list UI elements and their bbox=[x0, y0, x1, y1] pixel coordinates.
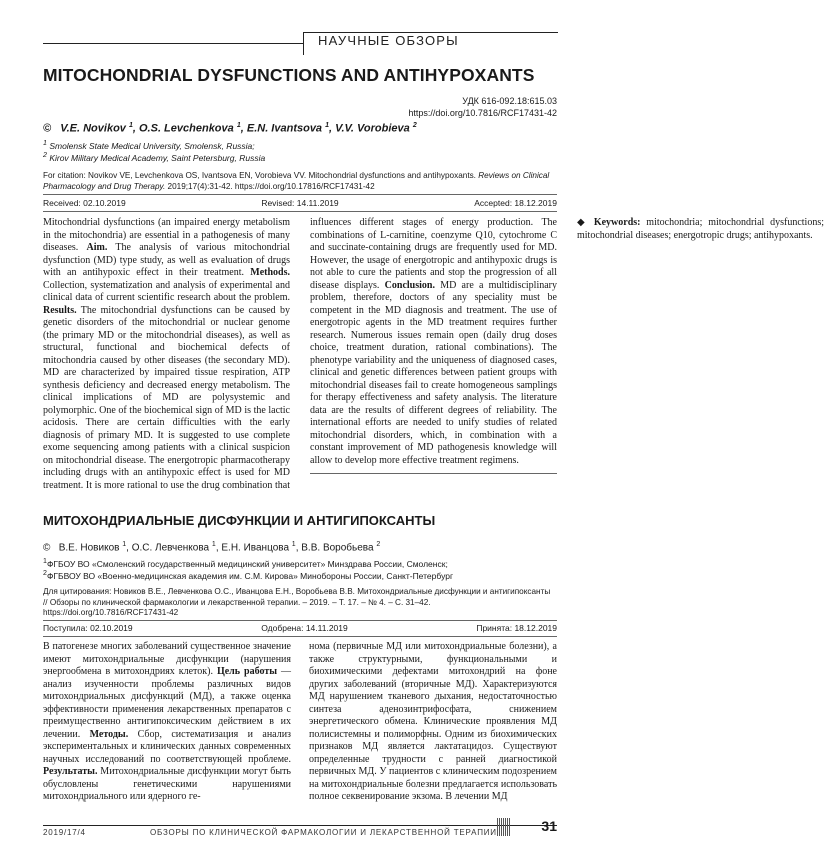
keywords-divider bbox=[310, 473, 557, 474]
aff-sup: 1 bbox=[43, 139, 47, 147]
aim-label: Aim. bbox=[86, 242, 108, 253]
author-ru: В.В. Воробьева bbox=[301, 542, 374, 554]
results-text: Митохондриальные дисфункции могут быть обусловлены генетическими нарушениями митохондриального или ядерного ге- bbox=[43, 766, 291, 802]
authors-en: © V.E. Novikov $^1$, O.S. Levchenkova $^1$, E.N. Ivantsova $^1$, V.V. Vorobieva $^2$ bbox=[43, 122, 417, 135]
results-label: Results. bbox=[43, 304, 77, 316]
diamond-icon: ◆ bbox=[577, 217, 588, 228]
keywords-label: Keywords: bbox=[593, 217, 641, 228]
dates-ru bbox=[43, 623, 557, 633]
authors-ru: © В.Е. Новиков $^1$, О.С. Левченкова $^1$, Е.Н. Иванцова $^1$, В.В. Воробьева $^2$ bbox=[43, 541, 381, 554]
citation-en bbox=[43, 171, 557, 192]
aff-text: ФГБВОУ ВО «Военно-медицинская академия им. С.М. Кирова» Минобороны России, Санкт-Петербург bbox=[46, 570, 454, 581]
abstract-ru-col1 bbox=[43, 641, 291, 821]
footer-journal: ОБЗОРЫ ПО КЛИНИЧЕСКОЙ ФАРМАКОЛОГИИ И ЛЕКАРСТВЕННОЙ ТЕРАПИИ bbox=[150, 828, 497, 837]
author-ru: В.Е. Новиков bbox=[58, 542, 120, 554]
results-text: The mitochondrial dysfunctions can be caused by genetic disorders of the mitochondrial or nuclear genome (the primary MD or the mitochondrial diseases), as well as structural, functional and biochemical defects of mitochondria caused by other diseases (the secondary MD). MD are characterized by impaired tissue respiration, ATP synthesis deficiency and decreased energy metabolism. The clinical implications of MD are polysystemic and polymorphic. One of the biochemical sign of MD is the lactic acidosis. There are certain difficulties with the early diagnosis of primary MD. It is suggested to use complete exome sequencing among patients with a clinical suspicion on mitochondrial disease. The energotropic pharmacotherapy including drugs with an antihypoxic effect is used for MD treatment. It is more rational to use the drug combination that influences different stages of energy production. The combinations of L-carnitine, coenzyme Q10, cytochrome C and succinate-containing drugs are frequently used for MD. However, the usage of energotropic and antihypoxic drugs is not able to cure the patients and stop the progression of all disease displays. bbox=[43, 217, 557, 491]
author-sup: 1 bbox=[236, 122, 241, 129]
author-sup: 1 bbox=[291, 541, 296, 548]
footer-rule bbox=[43, 825, 557, 826]
results-text-cont: нома (первичные МД или митохондриальные болезни), а также структурными, функциональными и биохимическими дефектами митохондрий на фоне других заболеваний (вторичные МД). Характеризуются МД нарушением тканевого дыхания, недостаточностью синтеза аденозинтрифосфата, снижением энергетического обмена. Клинические проявления МД полисистемны и полиморфны. Одним из биохимических признаков МД является лактатацидоз. Существуют определенные трудности с ранней диагностикой первичных МД. У пациентов с клиническим подозрением на митохондриальные болезни предлагается использовать полное секвенирование экзома. В лечении МД bbox=[309, 641, 557, 802]
article-title-ru: МИТОХОНДРИАЛЬНЫЕ ДИСФУНКЦИИ И АНТИГИПОКСАНТЫ bbox=[43, 513, 436, 528]
citation-text: For citation: Novikov VE, Levchenkova OS, Ivantsova EN, Vorobieva VV. Mitochondrial dysfunctions and antihypoxants. bbox=[43, 171, 476, 180]
accepted-date: Accepted: 18.12.2019 bbox=[474, 198, 557, 208]
author-sup: 2 bbox=[376, 541, 381, 548]
citation-journal: Reviews on Clinical Pharmacology and Drug Therapy. bbox=[43, 171, 550, 191]
footer-barcode-decoration bbox=[497, 818, 511, 836]
dates-en bbox=[43, 198, 557, 208]
affiliation-en bbox=[43, 139, 255, 151]
author-sup: 1 bbox=[128, 122, 133, 129]
copyright-icon: © bbox=[43, 542, 51, 554]
aff-sup: 2 bbox=[43, 151, 47, 159]
udk-code: УДК 616-092.18:615.03 bbox=[462, 96, 557, 106]
author-sup: 1 bbox=[325, 122, 330, 129]
header-rule bbox=[43, 43, 303, 44]
conclusion-text: MD are a multidisciplinary problem, therefore, doctors of any speciality must be competent in the MD diagnosis and treatment. The use of energotropic agents in the MD treatment requires further research. Numerous issues remain open (daily drug doses choice, treatment duration, rational combinations). The phenotype variability and the uniqueness of diagnosed cases, clinical and genetic differences between patient groups with mitochondrial diseases fail to create homogeneous samplings for therapy effectiveness and safety analysis. The literature data are the results of different degrees of reliability. The international efforts are needed to unify studies of related mitochondrial disorders, which, in combination with a constant improvement of MD pathogenesis knowledge will allow to develop more effective treatment regimens. bbox=[310, 279, 558, 466]
abstract-intro: В патогенезе многих заболеваний существенное значение имеют митохондриальные дисфункции (нарушения энергообмена в митохондриях клеток). bbox=[43, 641, 291, 677]
revised-date: Одобрена: 14.11.2019 bbox=[261, 623, 348, 633]
author-en: V.V. Vorobieva bbox=[335, 122, 410, 135]
author-en: E.N. Ivantsova bbox=[246, 122, 323, 135]
aff-sup: 1 bbox=[43, 557, 47, 565]
conclusion-label: Conclusion. bbox=[384, 279, 435, 291]
aff-text: Kirov Military Medical Academy, Saint Petersburg, Russia bbox=[49, 152, 266, 163]
affiliation-en bbox=[43, 151, 265, 163]
author-ru: О.С. Левченкова bbox=[131, 542, 210, 554]
received-date: Received: 02.10.2019 bbox=[43, 198, 126, 208]
footer-issue: 2019/17/4 bbox=[43, 828, 86, 837]
aim-text: The analysis of various mitochondrial dysfunction (MD) type study, as well as evaluation of drugs with an antihypoxic effect in their treatment. bbox=[43, 242, 291, 278]
methods-label: Methods. bbox=[250, 267, 291, 278]
divider bbox=[43, 636, 557, 637]
divider bbox=[43, 211, 557, 212]
citation-tail: 2019;17(4):31-42. https://doi.org/10.17816/RCF17431-42 bbox=[165, 181, 375, 191]
results-label: Результаты. bbox=[43, 766, 98, 777]
abstract-en bbox=[43, 217, 824, 496]
divider bbox=[43, 620, 557, 621]
keywords-text: mitochondria; mitochondrial dysfunctions; mitochondrial diseases; energotropic drugs; antihypoxants. bbox=[577, 217, 824, 241]
author-sup: 2 bbox=[412, 122, 417, 129]
keywords bbox=[577, 217, 824, 242]
doi-link[interactable]: https://doi.org/10.7816/RCF17431-42 bbox=[408, 108, 557, 118]
affiliation-ru bbox=[43, 569, 453, 581]
abstract-ru-col2 bbox=[309, 641, 557, 821]
methods-text: Сбор, систематизация и анализ экспериментальных и клинических данных современных научных исследований по соответствующей проблеме. bbox=[43, 728, 291, 765]
aim-text: — анализ изученности проблемы различных видов митохондриальных дисфункций (МД), а также оценка эффективности применения лекарственных препаратов с преимущественно антигипоксическим действием в их лечении. bbox=[43, 666, 292, 740]
accepted-date: Принята: 18.12.2019 bbox=[476, 623, 557, 633]
copyright-icon: © bbox=[43, 122, 52, 135]
page-number: 31 bbox=[541, 818, 557, 834]
author-en: O.S. Levchenkova bbox=[139, 122, 234, 135]
section-label: НАУЧНЫЕ ОБЗОРЫ bbox=[318, 33, 459, 48]
aff-text: Smolensk State Medical University, Smolensk, Russia; bbox=[49, 140, 255, 151]
author-sup: 1 bbox=[122, 541, 127, 548]
revised-date: Revised: 14.11.2019 bbox=[261, 198, 339, 208]
aff-sup: 2 bbox=[43, 569, 47, 577]
methods-label: Методы. bbox=[89, 728, 129, 740]
methods-text: Collection, systematization and analysis of experimental and clinical data of current scientific research about the problem. bbox=[43, 279, 290, 303]
author-ru: Е.Н. Иванцова bbox=[221, 542, 290, 554]
affiliation-ru bbox=[43, 557, 448, 569]
divider bbox=[43, 194, 557, 195]
abstract-intro: Mitochondrial dysfunctions (an impaired energy metabolism in the mitochondria) are essential in a pathogenesis of many diseases. bbox=[43, 217, 290, 253]
author-sup: 1 bbox=[211, 541, 216, 548]
aim-label: Цель работы bbox=[216, 666, 278, 677]
article-title-en: MITOCHONDRIAL DYSFUNCTIONS AND ANTIHYPOXANTS bbox=[43, 65, 535, 85]
received-date: Поступила: 02.10.2019 bbox=[43, 623, 133, 633]
citation-ru: Для цитирования: Новиков В.Е., Левченкова О.С., Иванцова Е.Н., Воробьева В.В. Митохондриальные дисфункции и антигипоксанты // Обзоры по клинической фармакологии и лекарственной терапии. – 2019. – Т. 17. – № 4. – С. 31–42. https://doi.org/10.7816/RCF17431-42 bbox=[43, 587, 551, 617]
author-en: V.E. Novikov bbox=[60, 122, 126, 135]
aff-text: ФГБОУ ВО «Смоленский государственный медицинский университет» Минздрава России, Смоленск; bbox=[46, 558, 448, 569]
